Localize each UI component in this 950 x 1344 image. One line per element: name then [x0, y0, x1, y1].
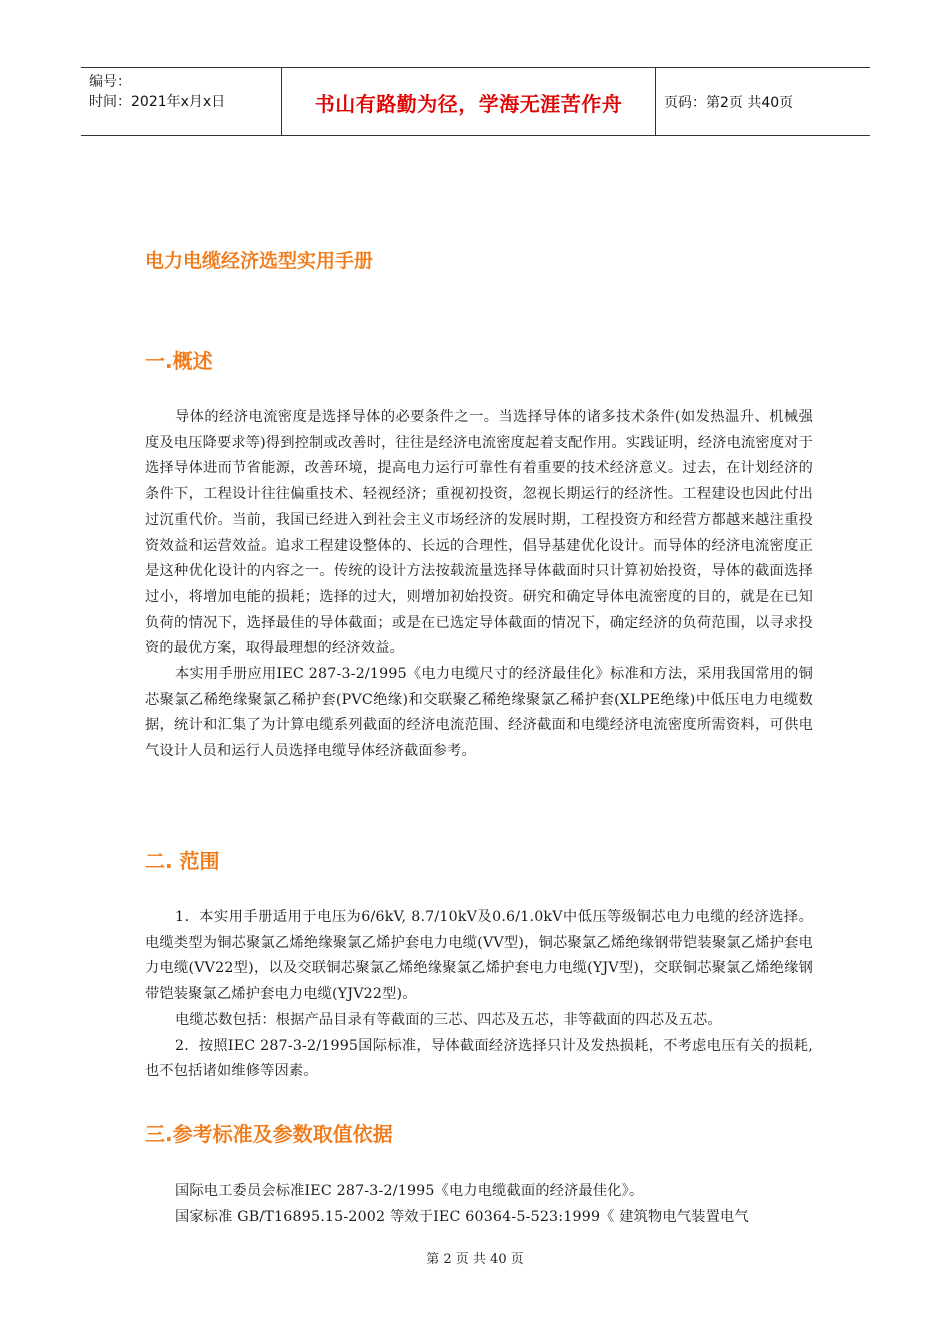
- section-heading-references: 三.参考标准及参数取值依据: [145, 1122, 393, 1146]
- paragraph: 导体的经济电流密度是选择导体的必要条件之一。当选择导体的诸多技术条件(如发热温升、机械强度及电压降要求等)得到控制或改善时，往往是经济电流密度起着支配作用。实践证明，经济电流密度对于选择导体进而节省能源，改善环境，提高电力运行可靠性有着重要的技术经济意义。过去，在计划经济的条件下，工程设计往往偏重技术、轻视经济；重视初投资，忽视长期运行的经济性。工程建设也因此付出过沉重代价。当前，我国已经进入到社会主义市场经济的发展时期，工程投资方和经营方都越来越注重投资效益和运营效益。追求工程建设整体的、长远的合理性，倡导基建优化设计。而导体的经济电流密度正是这种优化设计的内容之一。传统的设计方法按载流量选择导体截面时只计算初始投资，导体的截面选择过小，将增加电能的损耗；选择的过大，则增加初始投资。研究和确定导体电流密度的目的，就是在已知负荷的情况下，选择最佳的导体截面；或是在已选定导体截面的情况下，确定经济的负荷范围，以寻求投资的最优方案，取得最理想的经济效益。: [145, 409, 813, 657]
- section-body-scope: [145, 905, 813, 1085]
- document-title: 电力电缆经济选型实用手册: [145, 250, 374, 272]
- section-body-overview: [145, 405, 813, 765]
- header-time-label: 时间：2021年x月x日: [89, 94, 226, 110]
- section-heading-overview: 一.概述: [145, 349, 213, 373]
- section-body-references: [145, 1179, 813, 1230]
- page-footer: 第 2 页 共 40 页: [426, 1252, 524, 1267]
- header-page-info: 页码：第2页 共40页: [664, 94, 794, 111]
- paragraph: 电缆芯数包括：根据产品目录有等截面的三芯、四芯及五芯，非等截面的四芯及五芯。: [175, 1011, 722, 1028]
- paragraph: 国际电工委员会标准IEC 287-3-2/1995《电力电缆截面的经济最佳化》。: [175, 1183, 644, 1199]
- section-heading-scope: 二. 范围: [145, 849, 220, 873]
- header-motto: 书山有路勤为径，学海无涯苦作舟: [282, 68, 656, 135]
- paragraph: 2．按照IEC 287-3-2/1995国际标准，导体截面经济选择只计及发热损耗，不考虑电压有关的损耗, 也不包括诸如维修等因素。: [145, 1037, 813, 1080]
- header-number-label: 编号：: [89, 74, 131, 90]
- paragraph: 本实用手册应用IEC 287-3-2/1995《电力电缆尺寸的经济最佳化》标准和方法，采用我国常用的铜芯聚氯乙稀绝缘聚氯乙稀护套(PVC绝缘)和交联聚乙稀绝缘聚氯乙稀护套(XLPE绝缘)中低压电力电缆数据，统计和汇集了为计算电缆系列截面的经济电流范围、经济截面和电缆经济电流密度所需资料，可供电气设计人员和运行人员选择电缆导体经济截面参考。: [145, 666, 813, 760]
- paragraph: 国家标准 GB/T16895.15-2002 等效于IEC 60364-5-523:1999《 建筑物电气装置电气: [175, 1208, 749, 1225]
- page-header: [81, 67, 870, 136]
- paragraph: 1．本实用手册适用于电压为6/6kV, 8.7/10kV及0.6/1.0kV中低压等级铜芯电力电缆的经济选择。电缆类型为铜芯聚氯乙烯绝缘聚氯乙烯护套电力电缆(VV型)，铜芯聚氯乙烯绝缘钢带铠装聚氯乙烯护套电力电缆(VV22型)，以及交联铜芯聚氯乙烯绝缘聚氯乙烯护套电力电缆(YJV型)，交联铜芯聚氯乙烯绝缘钢带铠装聚氯乙烯护套电力电缆(YJV22型)。: [145, 909, 813, 1003]
- header-meta: [81, 68, 282, 135]
